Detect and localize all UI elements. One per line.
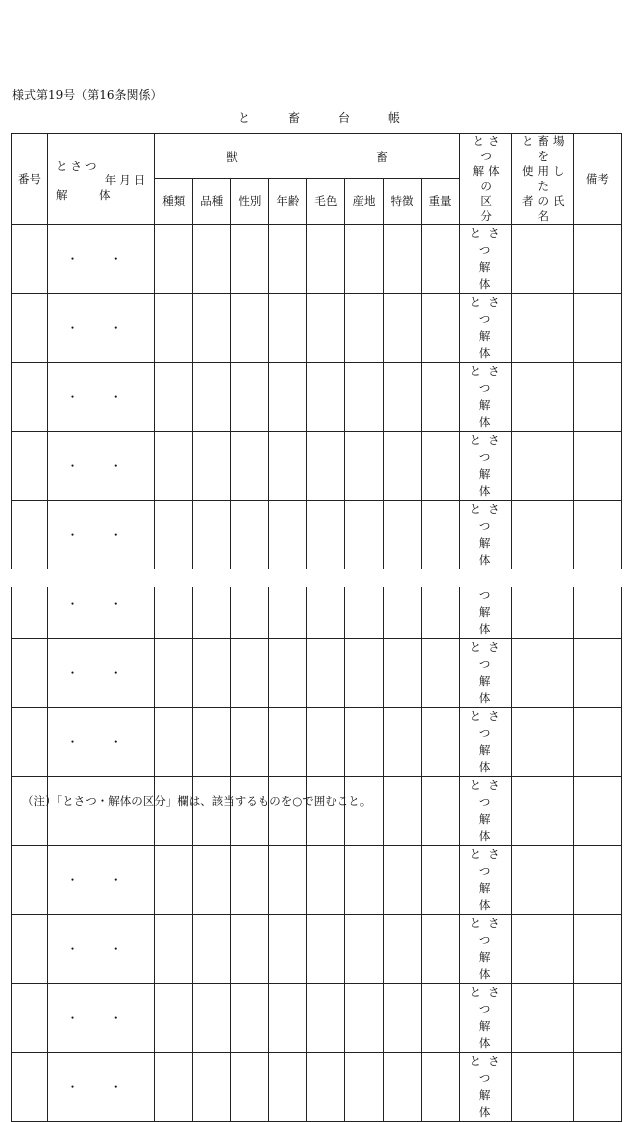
cell-user-name[interactable] [511, 639, 573, 708]
header-animal-left: 獣 [226, 149, 238, 164]
cell-date[interactable]: ・ ・ [48, 432, 155, 501]
cell-user-name[interactable] [511, 915, 573, 984]
cell-number[interactable] [12, 501, 48, 570]
cell-number[interactable] [12, 1053, 48, 1122]
cell-animal-detail[interactable] [421, 915, 459, 984]
cell-user-name[interactable] [511, 1053, 573, 1122]
cell-date[interactable]: ・ ・ [48, 570, 155, 639]
table-row [12, 777, 622, 846]
cell-division[interactable] [459, 846, 516, 915]
cell-animal-detail[interactable] [231, 846, 269, 915]
header-origin: 産地 [345, 178, 383, 224]
cell-animal-detail[interactable] [421, 363, 459, 432]
cell-animal-detail[interactable] [193, 639, 231, 708]
cell-animal-detail[interactable] [421, 225, 459, 294]
header-date-line1: とさつ [56, 159, 100, 173]
title-char: 帳 [388, 111, 401, 125]
cell-animal-detail[interactable] [193, 984, 231, 1053]
header-date-line3: 解 体 [56, 188, 121, 202]
header-row-1 [12, 134, 622, 179]
header-sex: 性別 [231, 178, 269, 224]
cell-number[interactable] [12, 639, 48, 708]
header-division-line3: 区 分 [480, 194, 512, 223]
cell-user-name[interactable] [511, 225, 573, 294]
cell-user-name[interactable] [511, 777, 573, 846]
cell-animal-detail[interactable] [155, 639, 193, 708]
cell-animal-detail[interactable] [383, 846, 421, 915]
title-char: 台 [338, 111, 351, 125]
header-coat-color: 毛色 [307, 178, 345, 224]
cell-division[interactable] [459, 432, 516, 501]
header-division [459, 134, 511, 225]
cell-animal-detail[interactable] [421, 708, 459, 777]
cell-animal-detail[interactable] [383, 639, 421, 708]
cell-division[interactable] [459, 915, 516, 984]
cell-date[interactable]: ・ ・ [48, 639, 155, 708]
cell-number[interactable] [12, 846, 48, 915]
header-remarks: 備考 [573, 134, 621, 225]
cell-animal-detail[interactable] [193, 501, 231, 570]
header-breed: 品種 [193, 178, 231, 224]
header-features: 特徴 [383, 178, 421, 224]
division-option-dismantle: 解 体 [478, 260, 516, 291]
cell-remarks[interactable] [573, 363, 621, 432]
cell-number[interactable] [12, 915, 48, 984]
header-number: 番号 [12, 134, 48, 225]
cell-division[interactable] [459, 225, 516, 294]
cell-division[interactable] [459, 363, 516, 432]
table-row [12, 432, 622, 501]
division-option-slaughter: とさつ [469, 709, 507, 740]
cell-number[interactable] [12, 294, 48, 363]
cell-division[interactable] [459, 639, 516, 708]
cell-animal-detail[interactable] [269, 432, 307, 501]
header-division-line1: とさつ [472, 134, 504, 163]
cell-animal-detail[interactable] [307, 363, 345, 432]
cell-animal-detail[interactable] [193, 363, 231, 432]
cell-remarks[interactable] [573, 777, 621, 846]
cell-animal-detail[interactable] [345, 846, 383, 915]
cell-animal-detail[interactable] [155, 225, 193, 294]
division-option-slaughter: とさつ [469, 295, 507, 326]
cell-user-name[interactable] [511, 984, 573, 1053]
cell-animal-detail[interactable] [307, 708, 345, 777]
cell-animal-detail[interactable] [383, 777, 421, 846]
cell-animal-detail[interactable] [231, 708, 269, 777]
cell-animal-detail[interactable] [383, 432, 421, 501]
cell-number[interactable] [12, 777, 48, 846]
header-animal-right: 畜 [376, 149, 388, 164]
cell-animal-detail[interactable] [345, 777, 383, 846]
table-row [12, 846, 622, 915]
division-option-slaughter: とさつ [469, 640, 507, 671]
division-option-dismantle: 解 体 [478, 329, 516, 360]
cell-animal-detail[interactable] [345, 225, 383, 294]
table-row [12, 501, 622, 570]
cell-animal-detail[interactable] [155, 777, 193, 846]
cell-animal-detail[interactable] [269, 777, 307, 846]
cell-animal-detail[interactable] [231, 984, 269, 1053]
cell-user-name[interactable] [511, 846, 573, 915]
cell-remarks[interactable] [573, 1053, 621, 1122]
header-kind: 種類 [155, 178, 193, 224]
cell-animal-detail[interactable] [307, 639, 345, 708]
cell-remarks[interactable] [573, 708, 621, 777]
cell-animal-detail[interactable] [231, 363, 269, 432]
division-option-dismantle: 解 体 [478, 605, 516, 636]
cell-animal-detail[interactable] [421, 639, 459, 708]
table-row [12, 225, 622, 294]
cell-animal-detail[interactable] [269, 708, 307, 777]
table-row [12, 915, 622, 984]
header-user-line2: 使用した [521, 164, 569, 193]
cell-date[interactable]: ・ ・ [48, 501, 155, 570]
division-option-slaughter: とさつ [469, 778, 507, 809]
cell-remarks[interactable] [573, 432, 621, 501]
form-title [238, 109, 438, 126]
cell-animal-detail[interactable] [345, 1053, 383, 1122]
table-row [12, 708, 622, 777]
cell-animal-detail[interactable] [383, 1053, 421, 1122]
division-option-dismantle: 解 体 [478, 398, 516, 429]
cell-animal-detail[interactable] [383, 708, 421, 777]
cell-user-name[interactable] [511, 432, 573, 501]
cell-division[interactable] [459, 777, 516, 846]
cell-animal-detail[interactable] [155, 363, 193, 432]
division-option-slaughter: とさつ [469, 847, 507, 878]
cell-date[interactable]: ・ ・ [48, 294, 155, 363]
cell-division[interactable] [459, 984, 516, 1053]
cell-animal-detail[interactable] [231, 501, 269, 570]
cell-remarks[interactable] [573, 846, 621, 915]
cell-animal-detail[interactable] [269, 639, 307, 708]
cell-number[interactable] [12, 984, 48, 1053]
cell-animal-detail[interactable] [155, 846, 193, 915]
cell-animal-detail[interactable] [307, 846, 345, 915]
cell-division[interactable] [459, 501, 516, 570]
cell-date[interactable]: ・ ・ [48, 1053, 155, 1122]
cell-animal-detail[interactable] [307, 294, 345, 363]
cell-animal-detail[interactable] [155, 294, 193, 363]
cell-division[interactable] [459, 708, 516, 777]
division-option-slaughter: とさつ [469, 502, 507, 533]
cell-animal-detail[interactable] [307, 915, 345, 984]
table-row [12, 639, 622, 708]
cell-animal-detail[interactable] [421, 1053, 459, 1122]
division-option-slaughter: とさつ [469, 1054, 507, 1085]
cell-animal-detail[interactable] [307, 225, 345, 294]
division-option-dismantle: 解 体 [478, 881, 516, 912]
cell-animal-detail[interactable] [269, 1053, 307, 1122]
cell-animal-detail[interactable] [421, 294, 459, 363]
cell-animal-detail[interactable] [269, 294, 307, 363]
cell-animal-detail[interactable] [345, 639, 383, 708]
cell-animal-detail[interactable] [421, 777, 459, 846]
cell-animal-detail[interactable] [383, 363, 421, 432]
header-user-line1: と畜場を [521, 134, 569, 163]
cell-animal-detail[interactable] [421, 984, 459, 1053]
title-char: 畜 [288, 111, 301, 125]
cell-user-name[interactable] [511, 363, 573, 432]
table-row [12, 294, 622, 363]
cell-animal-detail[interactable] [307, 432, 345, 501]
header-user-line3: 者の氏名 [521, 194, 569, 223]
division-option-slaughter: とさつ [469, 433, 507, 464]
cell-animal-detail[interactable] [383, 294, 421, 363]
cell-animal-detail[interactable] [155, 501, 193, 570]
cell-animal-detail[interactable] [269, 915, 307, 984]
cell-animal-detail[interactable] [155, 984, 193, 1053]
header-animal [155, 134, 459, 179]
division-option-slaughter: とさつ [469, 364, 507, 395]
cell-animal-detail[interactable] [345, 915, 383, 984]
cell-remarks[interactable] [573, 225, 621, 294]
cell-animal-detail[interactable] [193, 1053, 231, 1122]
division-option-slaughter: とさつ [469, 226, 507, 257]
cell-animal-detail[interactable] [345, 984, 383, 1053]
cell-date[interactable]: ・ ・ [48, 984, 155, 1053]
cell-remarks[interactable] [573, 639, 621, 708]
cell-animal-detail[interactable] [155, 708, 193, 777]
cell-animal-detail[interactable] [345, 432, 383, 501]
header-age: 年齢 [269, 178, 307, 224]
cell-user-name[interactable] [511, 708, 573, 777]
division-option-dismantle: 解 体 [478, 467, 516, 498]
page-split-gap [0, 569, 630, 587]
cell-animal-detail[interactable] [345, 501, 383, 570]
cell-animal-detail[interactable] [155, 1053, 193, 1122]
cell-number[interactable] [12, 363, 48, 432]
division-option-dismantle: 解 体 [478, 674, 516, 705]
division-option-dismantle: 解 体 [478, 536, 516, 567]
footnote: （注）「とさつ・解体の区分」欄は、該当するものを○で囲むこと。 [22, 794, 372, 808]
cell-animal-detail[interactable] [193, 915, 231, 984]
cell-user-name[interactable] [511, 294, 573, 363]
cell-animal-detail[interactable] [155, 915, 193, 984]
header-user-name [511, 134, 573, 225]
form-number-label: 様式第19号（第16条関係） [12, 88, 163, 102]
cell-animal-detail[interactable] [345, 363, 383, 432]
division-option-dismantle: 解 体 [478, 1088, 516, 1119]
cell-division[interactable] [459, 1053, 516, 1122]
header-date-line2: 年月日 [104, 173, 149, 187]
cell-date[interactable]: ・ ・ [48, 225, 155, 294]
cell-animal-detail[interactable] [193, 225, 231, 294]
cell-remarks[interactable] [573, 501, 621, 570]
cell-remarks[interactable] [573, 294, 621, 363]
cell-animal-detail[interactable] [307, 984, 345, 1053]
header-division-line2: 解体の [472, 164, 504, 193]
cell-remarks[interactable] [573, 984, 621, 1053]
cell-number[interactable] [12, 432, 48, 501]
slaughter-ledger-table [11, 133, 622, 1122]
cell-number[interactable] [12, 708, 48, 777]
table-row [12, 1053, 622, 1122]
cell-animal-detail[interactable] [231, 777, 269, 846]
title-char: と [238, 111, 251, 125]
cell-date[interactable]: ・ ・ [48, 708, 155, 777]
cell-date[interactable]: ・ ・ [48, 915, 155, 984]
cell-date[interactable]: ・ ・ [48, 846, 155, 915]
cell-date[interactable]: ・ ・ [48, 363, 155, 432]
header-date [48, 134, 155, 225]
cell-animal-detail[interactable] [421, 432, 459, 501]
cell-division[interactable] [459, 294, 516, 363]
cell-animal-detail[interactable] [193, 294, 231, 363]
cell-animal-detail[interactable] [231, 1053, 269, 1122]
cell-animal-detail[interactable] [307, 777, 345, 846]
cell-number[interactable] [12, 225, 48, 294]
table-row [12, 984, 622, 1053]
cell-animal-detail[interactable] [193, 777, 231, 846]
cell-animal-detail[interactable] [383, 225, 421, 294]
cell-animal-detail[interactable] [231, 225, 269, 294]
cell-animal-detail[interactable] [269, 501, 307, 570]
cell-animal-detail[interactable] [193, 846, 231, 915]
cell-animal-detail[interactable] [383, 984, 421, 1053]
cell-animal-detail[interactable] [231, 294, 269, 363]
cell-remarks[interactable] [573, 915, 621, 984]
cell-animal-detail[interactable] [345, 294, 383, 363]
cell-animal-detail[interactable] [269, 984, 307, 1053]
cell-animal-detail[interactable] [193, 708, 231, 777]
cell-animal-detail[interactable] [231, 639, 269, 708]
cell-date[interactable] [48, 777, 155, 846]
cell-animal-detail[interactable] [345, 708, 383, 777]
cell-animal-detail[interactable] [421, 501, 459, 570]
table-row [12, 363, 622, 432]
cell-animal-detail[interactable] [269, 363, 307, 432]
division-option-slaughter: とさつ [469, 916, 507, 947]
division-option-dismantle: 解 体 [478, 743, 516, 774]
cell-animal-detail[interactable] [421, 846, 459, 915]
cell-animal-detail[interactable] [383, 915, 421, 984]
cell-animal-detail[interactable] [269, 846, 307, 915]
header-weight: 重量 [421, 178, 459, 224]
division-option-dismantle: 解 体 [478, 1019, 516, 1050]
cell-animal-detail[interactable] [193, 432, 231, 501]
cell-animal-detail[interactable] [231, 432, 269, 501]
division-option-dismantle: 解 体 [478, 812, 516, 843]
division-option-dismantle: 解 体 [478, 950, 516, 981]
cell-animal-detail[interactable] [383, 501, 421, 570]
cell-animal-detail[interactable] [269, 225, 307, 294]
division-option-slaughter: とさつ [469, 985, 507, 1016]
cell-user-name[interactable] [511, 501, 573, 570]
cell-animal-detail[interactable] [155, 432, 193, 501]
division-option-slaughter: つ [478, 588, 498, 602]
cell-animal-detail[interactable] [307, 501, 345, 570]
cell-animal-detail[interactable] [231, 915, 269, 984]
cell-animal-detail[interactable] [307, 1053, 345, 1122]
